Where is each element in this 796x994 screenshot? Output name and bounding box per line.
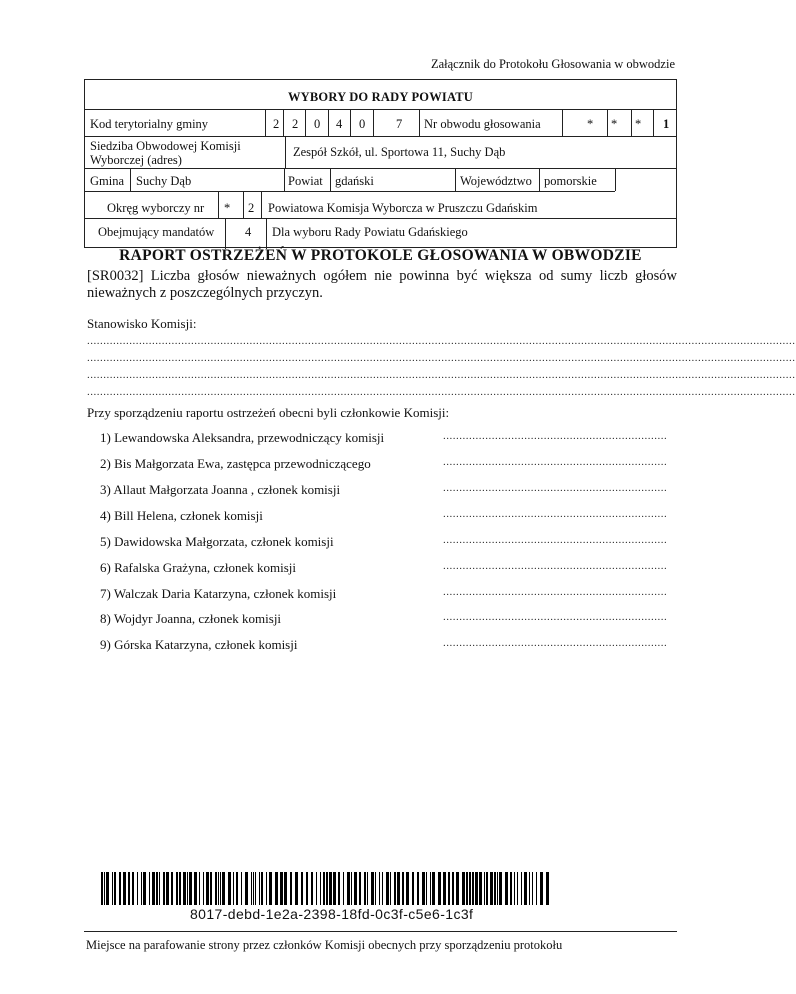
footer-divider bbox=[84, 931, 677, 932]
member-7: 7) Walczak Daria Katarzyna, członek komisji bbox=[100, 586, 337, 601]
nr-obwodu-label: Nr obwodu głosowania bbox=[424, 117, 541, 131]
signature-line-7: ..................................................................... bbox=[443, 586, 668, 598]
member-6: 6) Rafalska Grażyna, członek komisji bbox=[100, 560, 297, 575]
nr-obwodu-digit-1: * bbox=[587, 117, 594, 131]
siedziba-value: Zespół Szkół, ul. Sportowa 11, Suchy Dąb bbox=[293, 145, 506, 159]
signature-line-6: ..................................................................... bbox=[443, 560, 668, 572]
signature-line-1: ..................................................................... bbox=[443, 430, 668, 442]
footer-initials-note: Miejsce na parafowanie strony przez członków Komisji obecnych przy sporządzeniu protokołu bbox=[86, 938, 563, 952]
member-4: 4) Bill Helena, członek komisji bbox=[100, 508, 263, 523]
kod-digit-2: 2 bbox=[292, 117, 299, 131]
present-members-label: Przy sporządzeniu raportu ostrzeżeń obecni byli członkowie Komisji: bbox=[87, 405, 450, 420]
wojewodztwo-value: pomorskie bbox=[544, 174, 597, 188]
member-2: 2) Bis Małgorzata Ewa, zastępca przewodniczącego bbox=[100, 456, 371, 471]
annex-caption: Załącznik do Protokołu Głosowania w obwodzie bbox=[430, 57, 675, 71]
election-title: WYBORY DO RADY POWIATU bbox=[287, 90, 474, 104]
siedziba-label-2: Wyborczej (adres) bbox=[90, 153, 182, 167]
powiat-value: gdański bbox=[335, 174, 374, 188]
signature-line-9: ..................................................................... bbox=[443, 637, 668, 649]
mandaty-label: Obejmujący mandatów bbox=[98, 225, 215, 239]
signature-line-5: ..................................................................... bbox=[443, 534, 668, 546]
stanowisko-line-3: .......................................................................................................................................................................................................................... bbox=[87, 369, 796, 381]
nr-obwodu-digit-4: 1 bbox=[663, 117, 670, 131]
member-8: 8) Wojdyr Joanna, członek komisji bbox=[100, 611, 282, 626]
okreg-digit-1: * bbox=[224, 201, 231, 215]
stanowisko-label: Stanowisko Komisji: bbox=[87, 316, 197, 331]
dla-value: Dla wyboru Rady Powiatu Gdańskiego bbox=[272, 225, 468, 239]
stanowisko-line-4: .......................................................................................................................................................................................................................... bbox=[87, 386, 796, 398]
komisja-value: Powiatowa Komisja Wyborcza w Pruszczu Gdańskim bbox=[268, 201, 538, 215]
stanowisko-line-2: .......................................................................................................................................................................................................................... bbox=[87, 352, 796, 364]
stanowisko-line-1: .......................................................................................................................................................................................................................... bbox=[87, 335, 796, 347]
report-title: RAPORT OSTRZEŻEŃ W PROTOKOLE GŁOSOWANIA W OBWODZIE bbox=[119, 247, 642, 264]
signature-line-2: ..................................................................... bbox=[443, 456, 668, 468]
kod-digit-1: 2 bbox=[273, 117, 280, 131]
nr-obwodu-digit-2: * bbox=[611, 117, 618, 131]
signature-line-3: ..................................................................... bbox=[443, 482, 668, 494]
nr-obwodu-digit-3: * bbox=[635, 117, 642, 131]
barcode-image bbox=[101, 872, 550, 905]
gmina-label: Gmina bbox=[90, 174, 125, 188]
siedziba-label-1: Siedziba Obwodowej Komisji bbox=[90, 139, 241, 153]
wojewodztwo-label: Województwo bbox=[460, 174, 532, 188]
okreg-digit-2: 2 bbox=[248, 201, 255, 215]
member-5: 5) Dawidowska Małgorzata, członek komisji bbox=[100, 534, 334, 549]
member-1: 1) Lewandowska Aleksandra, przewodniczący komisji bbox=[100, 430, 385, 445]
signature-line-4: ..................................................................... bbox=[443, 508, 668, 520]
kod-digit-6: 7 bbox=[396, 117, 403, 131]
gmina-value: Suchy Dąb bbox=[136, 174, 192, 188]
signature-line-8: ..................................................................... bbox=[443, 611, 668, 623]
kod-digit-3: 0 bbox=[314, 117, 321, 131]
member-3: 3) Allaut Małgorzata Joanna , członek komisji bbox=[100, 482, 341, 497]
warning-text: [SR0032] Liczba głosów nieważnych ogółem nie powinna być większa od sumy liczb głosów nieważnych z poszczególnych przyczyn. bbox=[87, 268, 677, 301]
kod-label: Kod terytorialny gminy bbox=[90, 117, 209, 131]
okreg-label: Okręg wyborczy nr bbox=[107, 201, 205, 215]
kod-digit-5: 0 bbox=[359, 117, 366, 131]
member-9: 9) Górska Katarzyna, członek komisji bbox=[100, 637, 298, 652]
election-header-table bbox=[84, 79, 677, 248]
barcode-text: 8017-debd-1e2a-2398-18fd-0c3f-c5e6-1c3f bbox=[190, 906, 474, 922]
kod-digit-4: 4 bbox=[336, 117, 343, 131]
powiat-label: Powiat bbox=[288, 174, 323, 188]
mandaty-value: 4 bbox=[245, 225, 252, 239]
